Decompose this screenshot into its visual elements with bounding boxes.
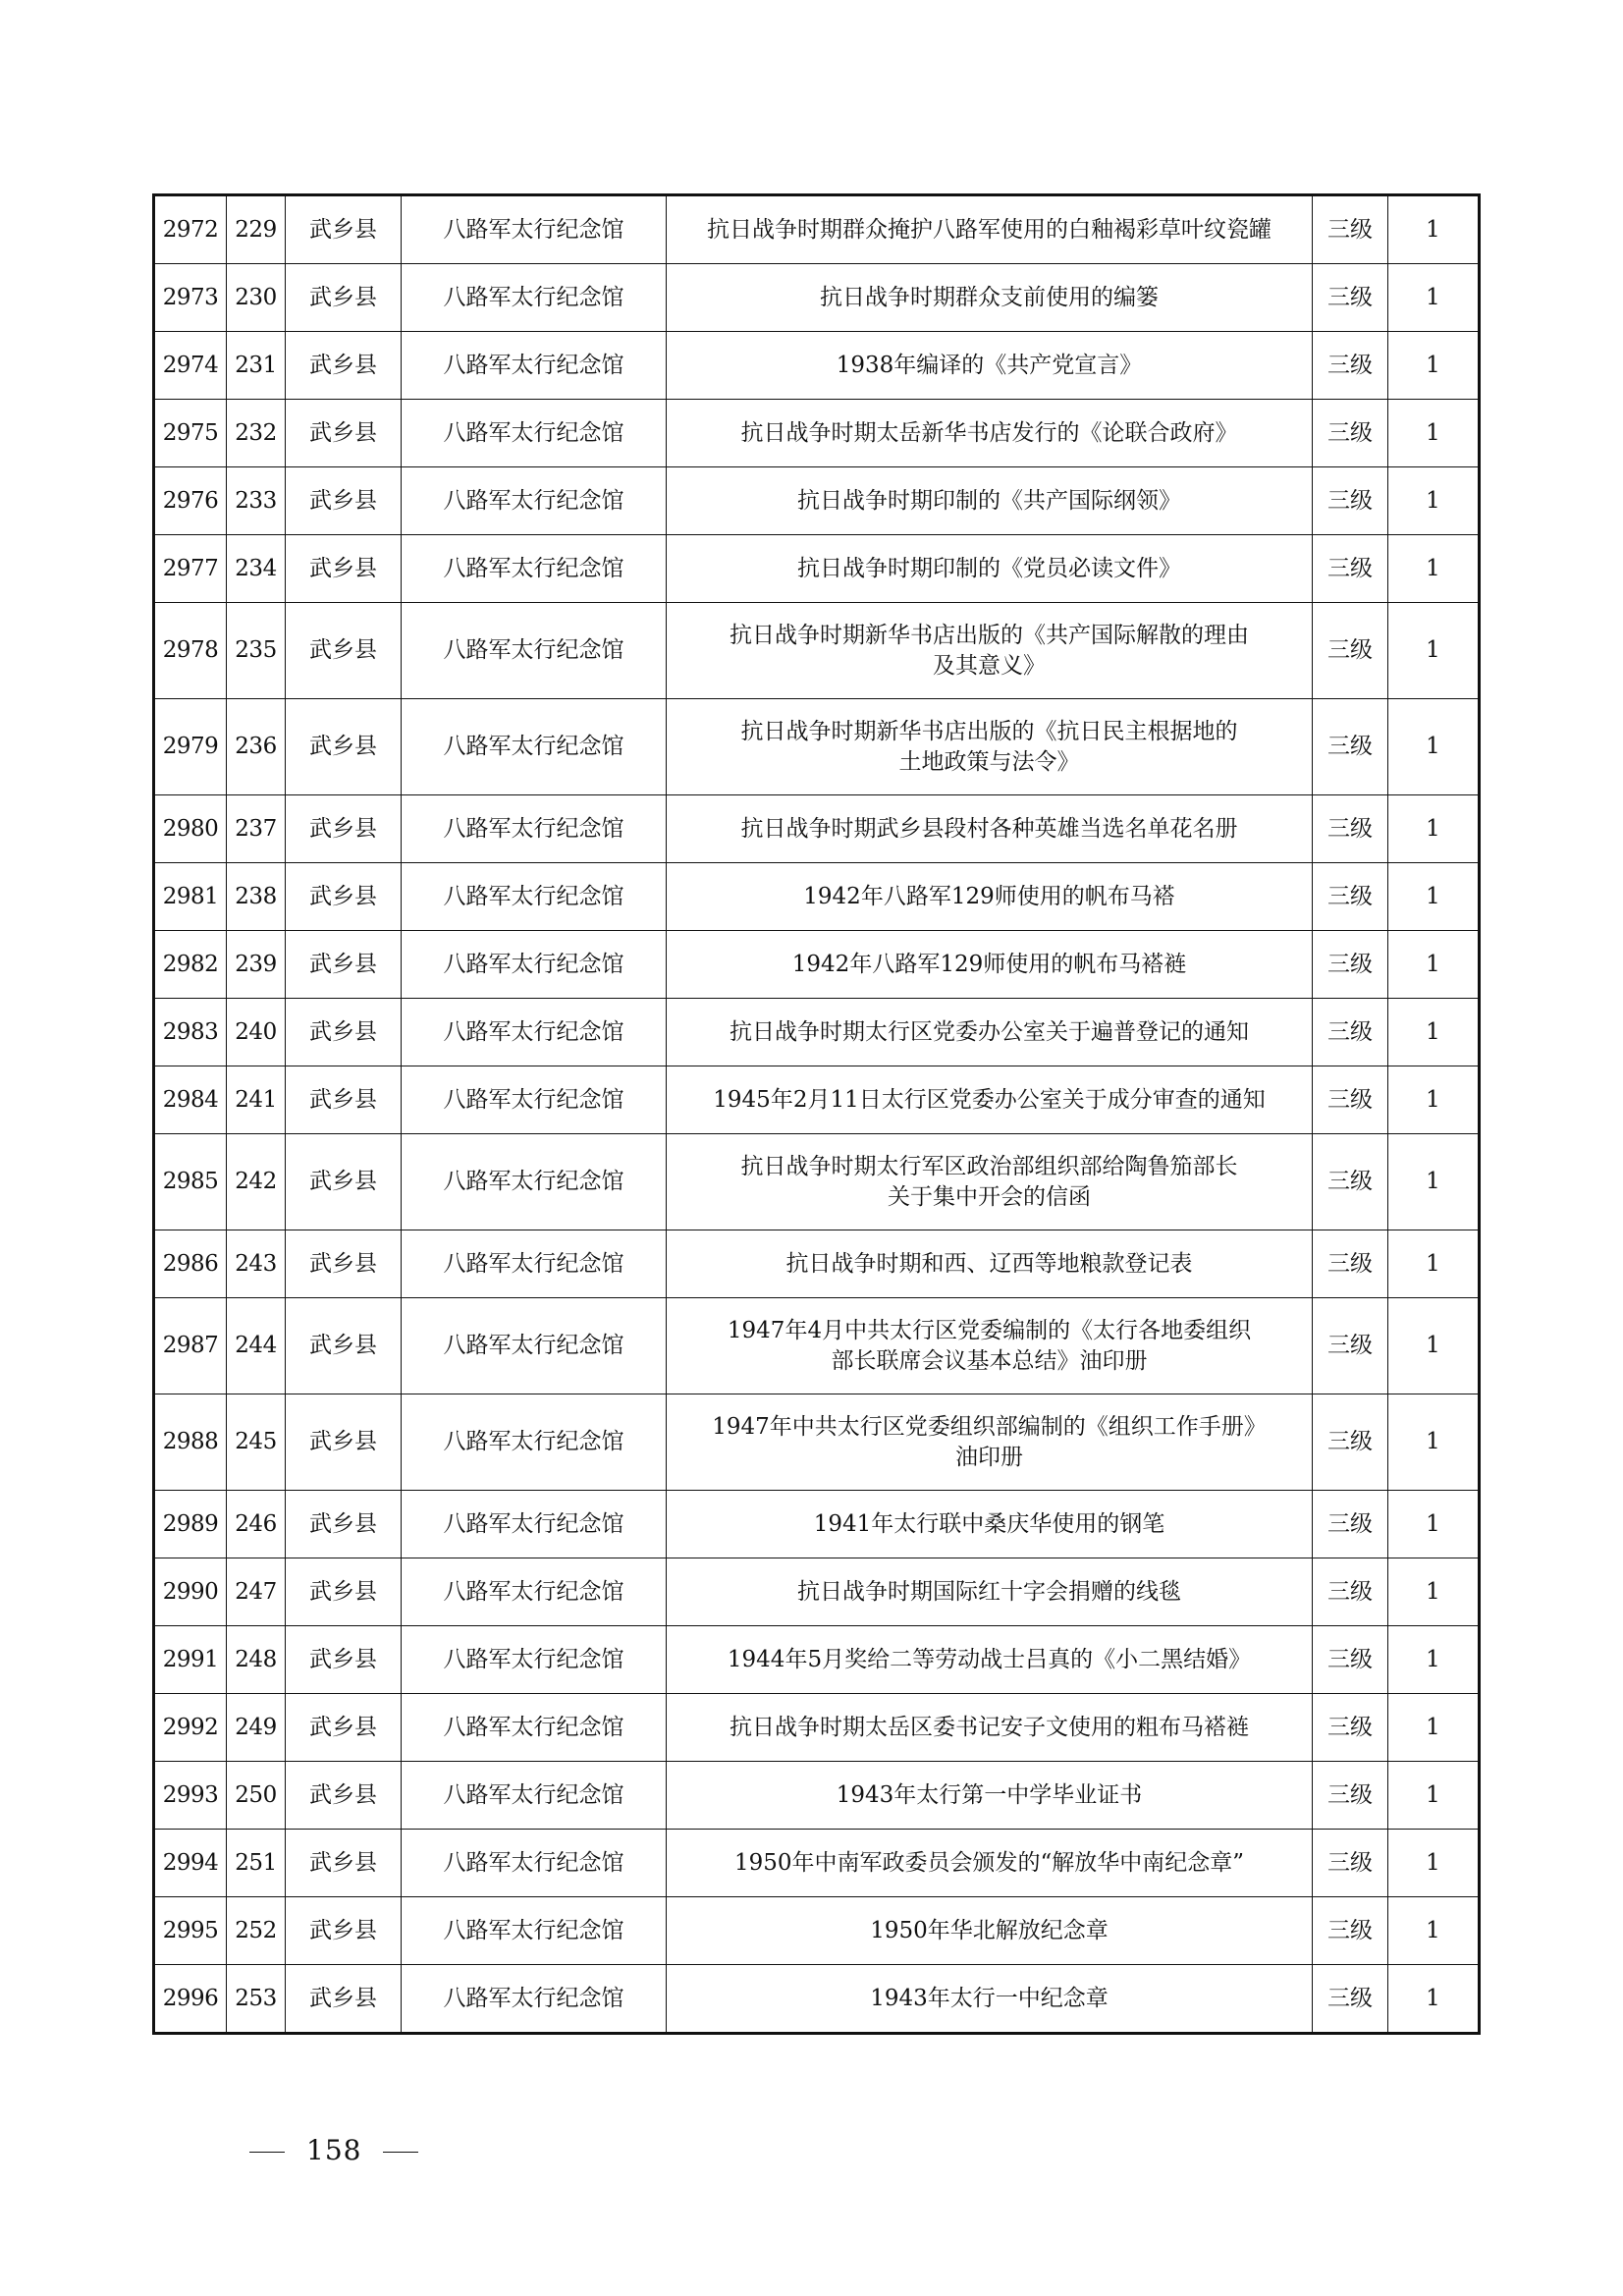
serial-number-cell: 2982 — [154, 931, 227, 999]
serial-number-cell: 2985 — [154, 1134, 227, 1230]
quantity-cell: 1 — [1388, 795, 1480, 863]
county-cell: 武乡县 — [286, 999, 402, 1066]
museum-cell: 八路军太行纪念馆 — [402, 1626, 667, 1694]
county-cell: 武乡县 — [286, 1491, 402, 1558]
serial-number-cell: 2983 — [154, 999, 227, 1066]
county-cell: 武乡县 — [286, 1830, 402, 1897]
grade-cell: 三级 — [1313, 467, 1388, 535]
table-row — [154, 1491, 1480, 1558]
county-cell: 武乡县 — [286, 1134, 402, 1230]
museum-cell: 八路军太行纪念馆 — [402, 999, 667, 1066]
grade-cell: 三级 — [1313, 1694, 1388, 1762]
serial-number-cell: 2988 — [154, 1394, 227, 1491]
quantity-cell: 1 — [1388, 1762, 1480, 1830]
serial-number-cell: 2991 — [154, 1626, 227, 1694]
sub-number-cell: 232 — [227, 400, 286, 467]
quantity-cell: 1 — [1388, 1830, 1480, 1897]
sub-number-cell: 253 — [227, 1965, 286, 2034]
relic-name-cell: 1942年八路军129师使用的帆布马褡裢 — [667, 931, 1313, 999]
relic-name-cell: 抗日战争时期群众支前使用的编篓 — [667, 264, 1313, 332]
county-cell: 武乡县 — [286, 1298, 402, 1394]
table-row — [154, 603, 1480, 699]
grade-cell: 三级 — [1313, 1134, 1388, 1230]
sub-number-cell: 235 — [227, 603, 286, 699]
quantity-cell: 1 — [1388, 1491, 1480, 1558]
grade-cell: 三级 — [1313, 1762, 1388, 1830]
museum-cell: 八路军太行纪念馆 — [402, 467, 667, 535]
relic-name-cell: 抗日战争时期太岳区委书记安子文使用的粗布马褡裢 — [667, 1694, 1313, 1762]
grade-cell: 三级 — [1313, 699, 1388, 795]
page-number: 158 — [306, 2134, 362, 2166]
table-row — [154, 931, 1480, 999]
relic-name-cell — [667, 1394, 1313, 1491]
county-cell: 武乡县 — [286, 1230, 402, 1298]
serial-number-cell: 2992 — [154, 1694, 227, 1762]
sub-number-cell: 244 — [227, 1298, 286, 1394]
sub-number-cell: 238 — [227, 863, 286, 931]
relic-name-line-2: 及其意义》 — [933, 652, 1046, 679]
grade-cell: 三级 — [1313, 1066, 1388, 1134]
relic-name-cell: 1943年太行一中纪念章 — [667, 1965, 1313, 2034]
serial-number-cell: 2976 — [154, 467, 227, 535]
serial-number-cell: 2973 — [154, 264, 227, 332]
table-row — [154, 1230, 1480, 1298]
county-cell: 武乡县 — [286, 931, 402, 999]
relic-name-line-2: 油印册 — [955, 1444, 1023, 1470]
serial-number-cell: 2981 — [154, 863, 227, 931]
table-row — [154, 1298, 1480, 1394]
county-cell: 武乡县 — [286, 603, 402, 699]
serial-number-cell: 2974 — [154, 332, 227, 400]
museum-cell: 八路军太行纪念馆 — [402, 264, 667, 332]
museum-cell: 八路军太行纪念馆 — [402, 1762, 667, 1830]
museum-cell: 八路军太行纪念馆 — [402, 931, 667, 999]
quantity-cell: 1 — [1388, 603, 1480, 699]
sub-number-cell: 246 — [227, 1491, 286, 1558]
grade-cell: 三级 — [1313, 1558, 1388, 1626]
grade-cell: 三级 — [1313, 535, 1388, 603]
table-body — [154, 195, 1480, 2034]
relic-name-cell — [667, 1134, 1313, 1230]
table-row — [154, 1965, 1480, 2034]
sub-number-cell: 243 — [227, 1230, 286, 1298]
serial-number-cell: 2986 — [154, 1230, 227, 1298]
relic-name-cell: 1942年八路军129师使用的帆布马褡 — [667, 863, 1313, 931]
relic-name-cell: 抗日战争时期印制的《党员必读文件》 — [667, 535, 1313, 603]
museum-cell: 八路军太行纪念馆 — [402, 603, 667, 699]
serial-number-cell: 2990 — [154, 1558, 227, 1626]
county-cell: 武乡县 — [286, 1394, 402, 1491]
serial-number-cell: 2995 — [154, 1897, 227, 1965]
sub-number-cell: 250 — [227, 1762, 286, 1830]
museum-cell: 八路军太行纪念馆 — [402, 195, 667, 264]
quantity-cell: 1 — [1388, 863, 1480, 931]
relic-name-cell: 1943年太行第一中学毕业证书 — [667, 1762, 1313, 1830]
relic-name-cell: 抗日战争时期太行区党委办公室关于遍普登记的通知 — [667, 999, 1313, 1066]
relic-name-cell: 1938年编译的《共产党宣言》 — [667, 332, 1313, 400]
table-row — [154, 999, 1480, 1066]
sub-number-cell: 252 — [227, 1897, 286, 1965]
serial-number-cell: 2996 — [154, 1965, 227, 2034]
grade-cell: 三级 — [1313, 195, 1388, 264]
county-cell: 武乡县 — [286, 467, 402, 535]
relic-name-line-2: 部长联席会议基本总结》油印册 — [831, 1347, 1148, 1374]
relic-name-cell — [667, 1298, 1313, 1394]
quantity-cell: 1 — [1388, 535, 1480, 603]
grade-cell: 三级 — [1313, 1230, 1388, 1298]
grade-cell: 三级 — [1313, 264, 1388, 332]
grade-cell: 三级 — [1313, 603, 1388, 699]
serial-number-cell: 2977 — [154, 535, 227, 603]
grade-cell: 三级 — [1313, 332, 1388, 400]
museum-cell: 八路军太行纪念馆 — [402, 1394, 667, 1491]
sub-number-cell: 229 — [227, 195, 286, 264]
table-row — [154, 1830, 1480, 1897]
sub-number-cell: 237 — [227, 795, 286, 863]
table-row — [154, 1066, 1480, 1134]
county-cell: 武乡县 — [286, 1965, 402, 2034]
county-cell: 武乡县 — [286, 795, 402, 863]
county-cell: 武乡县 — [286, 1558, 402, 1626]
grade-cell: 三级 — [1313, 1394, 1388, 1491]
quantity-cell: 1 — [1388, 467, 1480, 535]
museum-cell: 八路军太行纪念馆 — [402, 1694, 667, 1762]
serial-number-cell: 2993 — [154, 1762, 227, 1830]
table-row — [154, 1626, 1480, 1694]
museum-cell: 八路军太行纪念馆 — [402, 332, 667, 400]
museum-cell: 八路军太行纪念馆 — [402, 1298, 667, 1394]
grade-cell: 三级 — [1313, 863, 1388, 931]
relic-name-cell: 抗日战争时期武乡县段村各种英雄当选名单花名册 — [667, 795, 1313, 863]
relic-name-cell: 抗日战争时期和西、辽西等地粮款登记表 — [667, 1230, 1313, 1298]
quantity-cell: 1 — [1388, 931, 1480, 999]
county-cell: 武乡县 — [286, 1897, 402, 1965]
serial-number-cell: 2979 — [154, 699, 227, 795]
museum-cell: 八路军太行纪念馆 — [402, 1897, 667, 1965]
sub-number-cell: 251 — [227, 1830, 286, 1897]
table-row — [154, 699, 1480, 795]
quantity-cell: 1 — [1388, 400, 1480, 467]
county-cell: 武乡县 — [286, 699, 402, 795]
relic-name-line-1: 抗日战争时期太行军区政治部组织部给陶鲁笳部长 — [740, 1153, 1238, 1179]
grade-cell: 三级 — [1313, 931, 1388, 999]
table-row — [154, 1134, 1480, 1230]
museum-cell: 八路军太行纪念馆 — [402, 863, 667, 931]
county-cell: 武乡县 — [286, 332, 402, 400]
table-row — [154, 1694, 1480, 1762]
museum-cell: 八路军太行纪念馆 — [402, 699, 667, 795]
grade-cell: 三级 — [1313, 1897, 1388, 1965]
quantity-cell: 1 — [1388, 699, 1480, 795]
quantity-cell: 1 — [1388, 1626, 1480, 1694]
sub-number-cell: 242 — [227, 1134, 286, 1230]
table-row — [154, 400, 1480, 467]
serial-number-cell: 2975 — [154, 400, 227, 467]
relics-table — [152, 193, 1481, 2035]
quantity-cell: 1 — [1388, 1694, 1480, 1762]
quantity-cell: 1 — [1388, 1298, 1480, 1394]
grade-cell: 三级 — [1313, 1491, 1388, 1558]
relic-name-line-1: 抗日战争时期新华书店出版的《抗日民主根据地的 — [740, 718, 1238, 744]
serial-number-cell: 2972 — [154, 195, 227, 264]
quantity-cell: 1 — [1388, 1134, 1480, 1230]
county-cell: 武乡县 — [286, 1066, 402, 1134]
quantity-cell: 1 — [1388, 1230, 1480, 1298]
county-cell: 武乡县 — [286, 400, 402, 467]
grade-cell: 三级 — [1313, 400, 1388, 467]
sub-number-cell: 231 — [227, 332, 286, 400]
relic-name-cell: 1944年5月奖给二等劳动战士吕真的《小二黑结婚》 — [667, 1626, 1313, 1694]
county-cell: 武乡县 — [286, 195, 402, 264]
county-cell: 武乡县 — [286, 535, 402, 603]
county-cell: 武乡县 — [286, 863, 402, 931]
relic-name-cell: 抗日战争时期群众掩护八路军使用的白釉褐彩草叶纹瓷罐 — [667, 195, 1313, 264]
grade-cell: 三级 — [1313, 795, 1388, 863]
quantity-cell: 1 — [1388, 195, 1480, 264]
museum-cell: 八路军太行纪念馆 — [402, 1134, 667, 1230]
quantity-cell: 1 — [1388, 999, 1480, 1066]
table-row — [154, 863, 1480, 931]
relic-name-cell: 抗日战争时期太岳新华书店发行的《论联合政府》 — [667, 400, 1313, 467]
quantity-cell: 1 — [1388, 1897, 1480, 1965]
relic-name-cell: 1941年太行联中桑庆华使用的钢笔 — [667, 1491, 1313, 1558]
county-cell: 武乡县 — [286, 1762, 402, 1830]
table-row — [154, 535, 1480, 603]
grade-cell: 三级 — [1313, 1626, 1388, 1694]
museum-cell: 八路军太行纪念馆 — [402, 1558, 667, 1626]
relic-name-line-1: 1947年4月中共太行区党委编制的《太行各地委组织 — [727, 1317, 1252, 1343]
serial-number-cell: 2987 — [154, 1298, 227, 1394]
grade-cell: 三级 — [1313, 1965, 1388, 2034]
sub-number-cell: 247 — [227, 1558, 286, 1626]
quantity-cell: 1 — [1388, 264, 1480, 332]
sub-number-cell: 236 — [227, 699, 286, 795]
relic-name-cell: 1945年2月11日太行区党委办公室关于成分审查的通知 — [667, 1066, 1313, 1134]
sub-number-cell: 230 — [227, 264, 286, 332]
museum-cell: 八路军太行纪念馆 — [402, 535, 667, 603]
table-row — [154, 332, 1480, 400]
relic-name-line-2: 关于集中开会的信函 — [888, 1183, 1091, 1210]
sub-number-cell: 239 — [227, 931, 286, 999]
relic-name-cell — [667, 699, 1313, 795]
quantity-cell: 1 — [1388, 1965, 1480, 2034]
page-footer — [228, 2134, 440, 2166]
table-row — [154, 467, 1480, 535]
sub-number-cell: 241 — [227, 1066, 286, 1134]
grade-cell: 三级 — [1313, 1830, 1388, 1897]
relic-name-cell: 1950年华北解放纪念章 — [667, 1897, 1313, 1965]
relic-name-cell: 抗日战争时期印制的《共产国际纲领》 — [667, 467, 1313, 535]
relic-name-cell: 抗日战争时期国际红十字会捐赠的线毯 — [667, 1558, 1313, 1626]
museum-cell: 八路军太行纪念馆 — [402, 1965, 667, 2034]
county-cell: 武乡县 — [286, 264, 402, 332]
sub-number-cell: 240 — [227, 999, 286, 1066]
museum-cell: 八路军太行纪念馆 — [402, 1491, 667, 1558]
museum-cell: 八路军太行纪念馆 — [402, 400, 667, 467]
relic-name-line-1: 1947年中共太行区党委组织部编制的《组织工作手册》 — [712, 1413, 1267, 1440]
table-row — [154, 264, 1480, 332]
serial-number-cell: 2989 — [154, 1491, 227, 1558]
serial-number-cell: 2984 — [154, 1066, 227, 1134]
footer-dash-left — [249, 2152, 285, 2153]
table-row — [154, 1762, 1480, 1830]
serial-number-cell: 2978 — [154, 603, 227, 699]
sub-number-cell: 249 — [227, 1694, 286, 1762]
relic-name-cell — [667, 603, 1313, 699]
relic-name-cell: 1950年中南军政委员会颁发的“解放华中南纪念章” — [667, 1830, 1313, 1897]
quantity-cell: 1 — [1388, 1558, 1480, 1626]
quantity-cell: 1 — [1388, 332, 1480, 400]
grade-cell: 三级 — [1313, 999, 1388, 1066]
table-row — [154, 195, 1480, 264]
table-row — [154, 1558, 1480, 1626]
quantity-cell: 1 — [1388, 1066, 1480, 1134]
relic-name-line-2: 土地政策与法令》 — [898, 748, 1080, 775]
county-cell: 武乡县 — [286, 1626, 402, 1694]
relic-name-line-1: 抗日战争时期新华书店出版的《共产国际解散的理由 — [730, 622, 1249, 648]
museum-cell: 八路军太行纪念馆 — [402, 795, 667, 863]
sub-number-cell: 245 — [227, 1394, 286, 1491]
relics-table-wrapper — [152, 193, 1478, 2035]
sub-number-cell: 234 — [227, 535, 286, 603]
sub-number-cell: 233 — [227, 467, 286, 535]
county-cell: 武乡县 — [286, 1694, 402, 1762]
sub-number-cell: 248 — [227, 1626, 286, 1694]
serial-number-cell: 2980 — [154, 795, 227, 863]
museum-cell: 八路军太行纪念馆 — [402, 1830, 667, 1897]
museum-cell: 八路军太行纪念馆 — [402, 1230, 667, 1298]
footer-dash-right — [383, 2152, 418, 2153]
grade-cell: 三级 — [1313, 1298, 1388, 1394]
table-row — [154, 795, 1480, 863]
museum-cell: 八路军太行纪念馆 — [402, 1066, 667, 1134]
table-row — [154, 1394, 1480, 1491]
serial-number-cell: 2994 — [154, 1830, 227, 1897]
quantity-cell: 1 — [1388, 1394, 1480, 1491]
table-row — [154, 1897, 1480, 1965]
